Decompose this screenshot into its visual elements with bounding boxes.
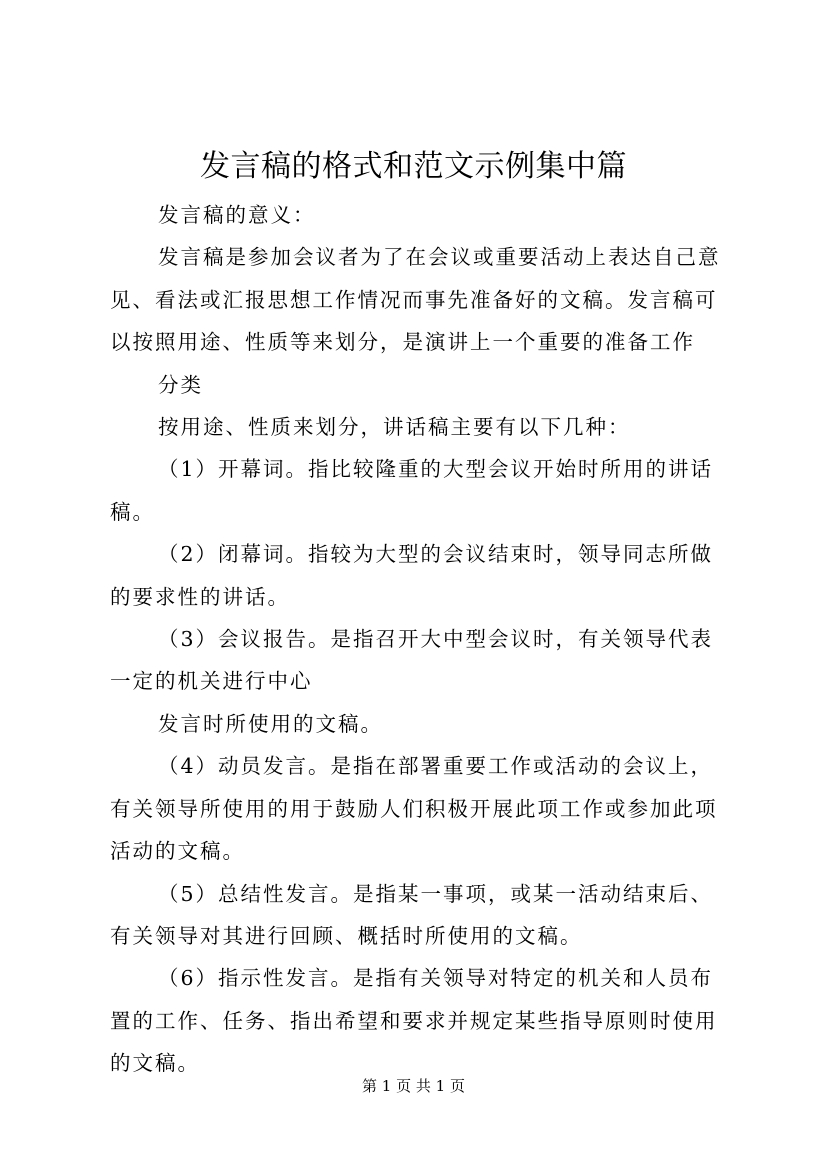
document-title: 发言稿的格式和范文示例集中篇 bbox=[200, 149, 627, 184]
paragraph-directive-speech: （6）指示性发言。是指有关领导对特定的机关和人员布置的工作、任务、指出希望和要求并规定某些指导原则时使用的文稿。 bbox=[110, 966, 718, 1076]
paragraph-closing-speech: （2）闭幕词。指较为大型的会议结束时，领导同志所做的要求性的讲话。 bbox=[110, 542, 714, 609]
document-body bbox=[110, 194, 735, 1085]
paragraph-summary-speech: （5）总结性发言。是指某一事项，或某一活动结束后、有关领导对其进行回顾、概括时所使用的文稿。 bbox=[110, 881, 714, 948]
paragraph-opening-speech: （1）开幕词。指比较隆重的大型会议开始时所用的讲话稿。 bbox=[110, 457, 714, 524]
page-number-footer: 第 1 页 共 1 页 bbox=[362, 1077, 465, 1095]
paragraph-meaning-heading: 发言稿的意义： bbox=[158, 203, 316, 227]
paragraph-meeting-report: （3）会议报告。是指召开大中型会议时，有关领导代表一定的机关进行中心 bbox=[110, 627, 714, 694]
paragraph-meeting-report-continued: 发言时所使用的文稿。 bbox=[158, 711, 383, 736]
paragraph-types-intro: 按用途、性质来划分，讲话稿主要有以下几种： bbox=[158, 415, 631, 440]
paragraph-mobilization-speech: （4）动员发言。是指在部署重要工作或活动的会议上，有关领导所使用的用于鼓励人们积极开展此项工作或参加此项活动的文稿。 bbox=[110, 754, 718, 864]
paragraph-definition: 发言稿是参加会议者为了在会议或重要活动上表达自己意见、看法或汇报思想工作情况而事先准备好的文稿。发言稿可以按照用途、性质等来划分，是演讲上一个重要的准备工作 bbox=[110, 245, 721, 355]
paragraph-classification-heading: 分类 bbox=[158, 372, 203, 397]
